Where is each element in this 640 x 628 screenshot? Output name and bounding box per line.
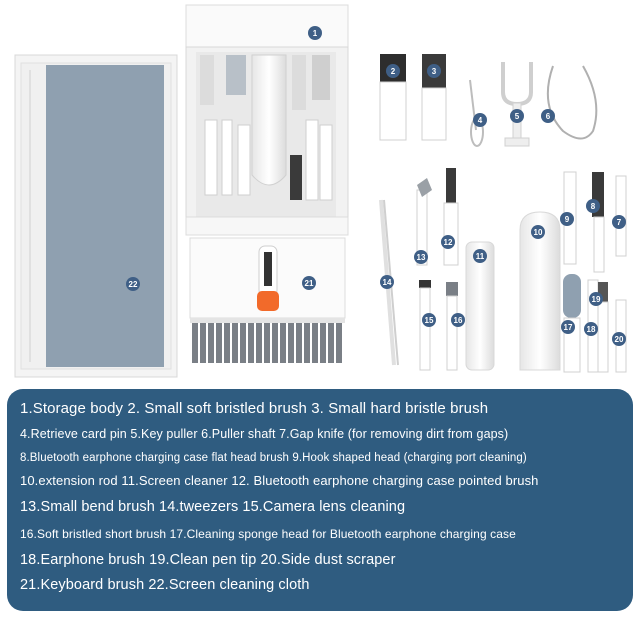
badge-12: 12 (441, 235, 455, 249)
badge-14: 14 (380, 275, 394, 289)
badge-21: 21 (302, 276, 316, 290)
puller-shaft (548, 66, 596, 139)
legend-line-2: 4.Retrieve card pin 5.Key puller 6.Puller shaft 7.Gap knife (for removing dirt from gaps) (20, 427, 509, 441)
badge-15: 15 (422, 313, 436, 327)
badge-10: 10 (531, 225, 545, 239)
legend-line-4: 10.extension rod 11.Screen cleaner 12. Bluetooth earphone charging case pointed brush (20, 473, 539, 488)
badge-2: 2 (386, 64, 400, 78)
badge-13: 13 (414, 250, 428, 264)
badge-4: 4 (473, 113, 487, 127)
badge-17: 17 (561, 320, 575, 334)
key-puller (503, 62, 531, 146)
legend-line-6: 16.Soft bristled short brush 17.Cleaning sponge head for Bluetooth earphone charging case (20, 527, 516, 541)
badge-5: 5 (510, 109, 524, 123)
badge-6: 6 (541, 109, 555, 123)
legend-line-8: 21.Keyboard brush 22.Screen cleaning cloth (20, 577, 310, 593)
badge-16: 16 (451, 313, 465, 327)
badge-22: 22 (126, 277, 140, 291)
screen-cleaning-cloth (15, 55, 177, 377)
badge-8: 8 (586, 199, 600, 213)
badge-18: 18 (584, 322, 598, 336)
legend-line-7: 18.Earphone brush 19.Clean pen tip 20.Side dust scraper (20, 552, 396, 568)
badge-7: 7 (612, 215, 626, 229)
legend-panel (7, 389, 633, 611)
badge-11: 11 (473, 249, 487, 263)
legend-line-1: 1.Storage body 2. Small soft bristled brush 3. Small hard bristle brush (20, 400, 489, 417)
legend-line-5: 13.Small bend brush 14.tweezers 15.Camera lens cleaning (20, 499, 406, 515)
badge-20: 20 (612, 332, 626, 346)
badge-9: 9 (560, 212, 574, 226)
badge-3: 3 (427, 64, 441, 78)
badge-1: 1 (308, 26, 322, 40)
storage-body (186, 5, 348, 363)
badge-19: 19 (589, 292, 603, 306)
legend-line-3: 8.Bluetooth earphone charging case flat head brush 9.Hook shaped head (charging port cleaning) (20, 452, 527, 464)
